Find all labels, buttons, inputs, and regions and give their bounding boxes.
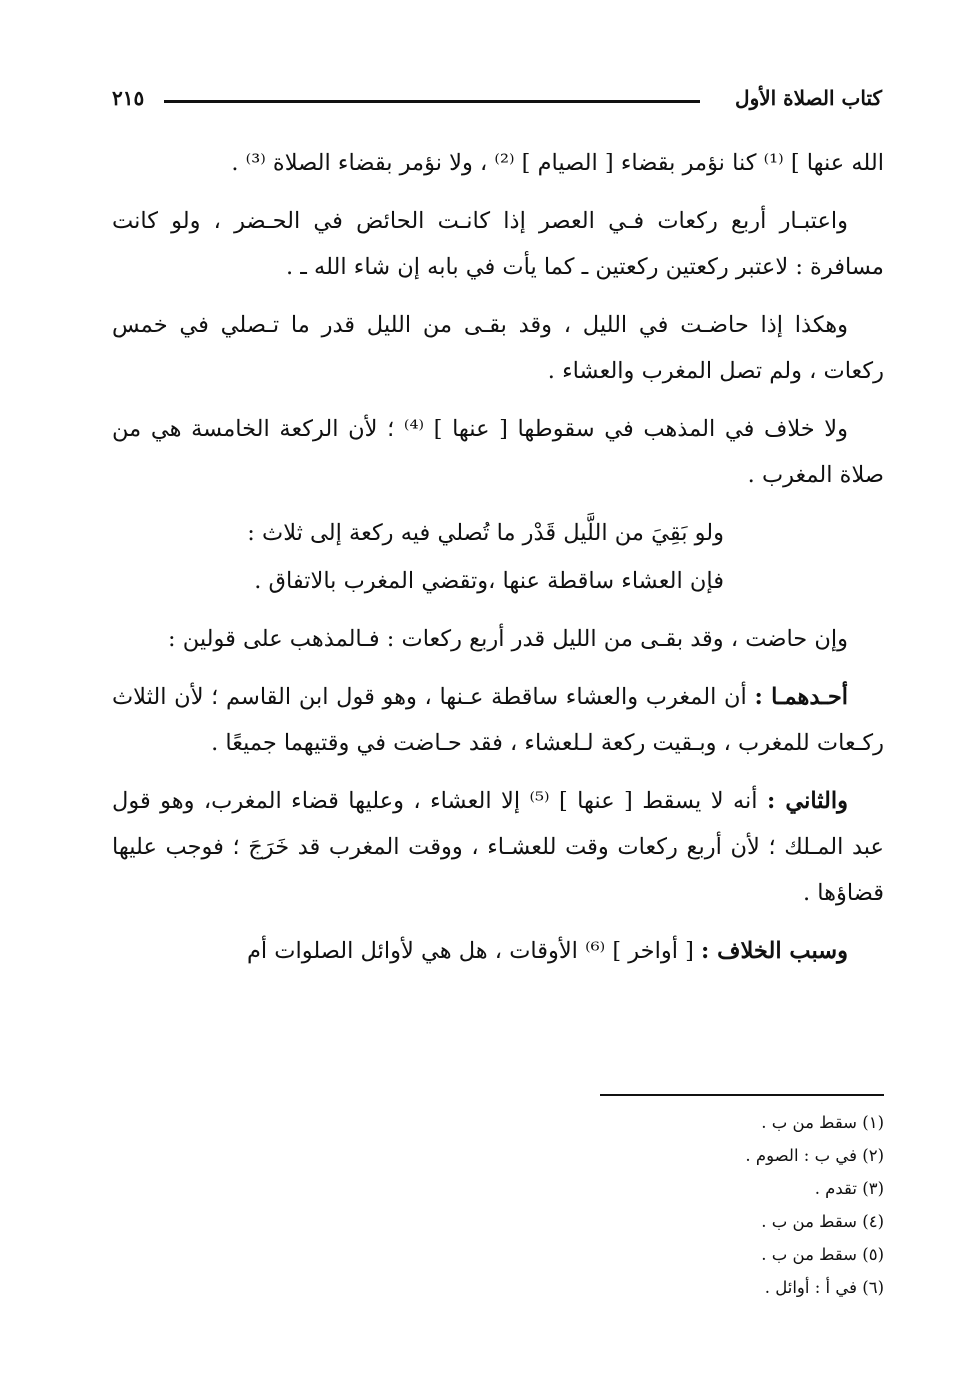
paragraph: ولو بَقِيَ من اللَّيل قَدْر ما تُصلي فيه ركعة إلى ثلاث : xyxy=(247,520,724,546)
paragraph xyxy=(112,928,884,974)
footnote: (٤) سقط من ب . xyxy=(761,1212,884,1231)
page-number: ٢١٥ xyxy=(112,86,145,110)
running-header xyxy=(112,86,882,122)
paragraph: فإن العشاء ساقطة عنها ،وتقضي المغرب بالاتفاق . xyxy=(254,568,724,594)
paragraph: واعتبـار أربع ركعات فـي العصر إذا كانـت الحائض في الحـضر ، ولو كانت مسافرة : لاعتبر ركعتين ركعتين ـ كما يأت في بابه إن شاء الله ـ . xyxy=(112,208,884,280)
book-title: كتاب الصلاة الأول xyxy=(735,86,882,110)
footnote: (٢) في ب : الصوم . xyxy=(745,1146,884,1165)
footnote-separator xyxy=(600,1094,884,1096)
paragraph-text: [ أواخر ] ⁽⁶⁾ الأوقات ، هل هي لأوائل الصلوات أم xyxy=(246,938,702,964)
footnotes xyxy=(500,1106,884,1304)
footnote: (٣) تقدم . xyxy=(814,1179,884,1198)
paragraph-lead: أحـدهمـا : xyxy=(754,684,848,710)
paragraph-lead: والثاني : xyxy=(766,788,848,814)
footnote: (٦) في أ : أوائل . xyxy=(764,1278,884,1297)
header-rule xyxy=(164,100,700,103)
paragraph: ولا خلاف في المذهب في سقوطها [ عنها ] ⁽⁴⁾ ؛ لأن الركعة الخامسة هي من صلاة المغرب . xyxy=(112,416,884,488)
footnote: (١) سقط من ب . xyxy=(761,1113,884,1132)
footnote: (٥) سقط من ب . xyxy=(761,1245,884,1264)
paragraph-lead: وسبب الخلاف : xyxy=(701,938,848,964)
main-text xyxy=(112,140,884,986)
paragraph xyxy=(112,778,884,916)
paragraph-text: أنه لا يسقط [ عنها ] ⁽⁵⁾ إلا العشاء ، وعليها قضاء المغرب، وهو قول عبد المـلك ؛ لأن أربع ركعات وقت للعشـاء ، ووقت المغرب قد خَرَجَ ؛ فوجب عليها قضاؤها . xyxy=(112,788,884,906)
paragraph: الله عنها ] ⁽¹⁾ كنا نؤمر بقضاء [ الصيام ] ⁽²⁾ ، ولا نؤمر بقضاء الصلاة ⁽³⁾ . xyxy=(231,150,884,176)
paragraph: وهكذا إذا حاضـت في الليل ، وقد بقـى من الليل قدر ما تـصلي في خمس ركعات ، ولم تصل المغرب والعشاء . xyxy=(112,312,884,384)
paragraph: وإن حاضت ، وقد بقـى من الليل قدر أربع ركعات : فـالمذهب على قولين : xyxy=(167,626,848,652)
paragraph xyxy=(112,674,884,766)
paragraph-text: أن المغرب والعشاء ساقطة عـنها ، وهو قول ابن القاسم ؛ لأن الثلاث ركـعات للمغرب ، وبـقيت ركعة لـلعشاء ، فقد حـاضت في وقتيهما جميعًا . xyxy=(112,684,884,756)
